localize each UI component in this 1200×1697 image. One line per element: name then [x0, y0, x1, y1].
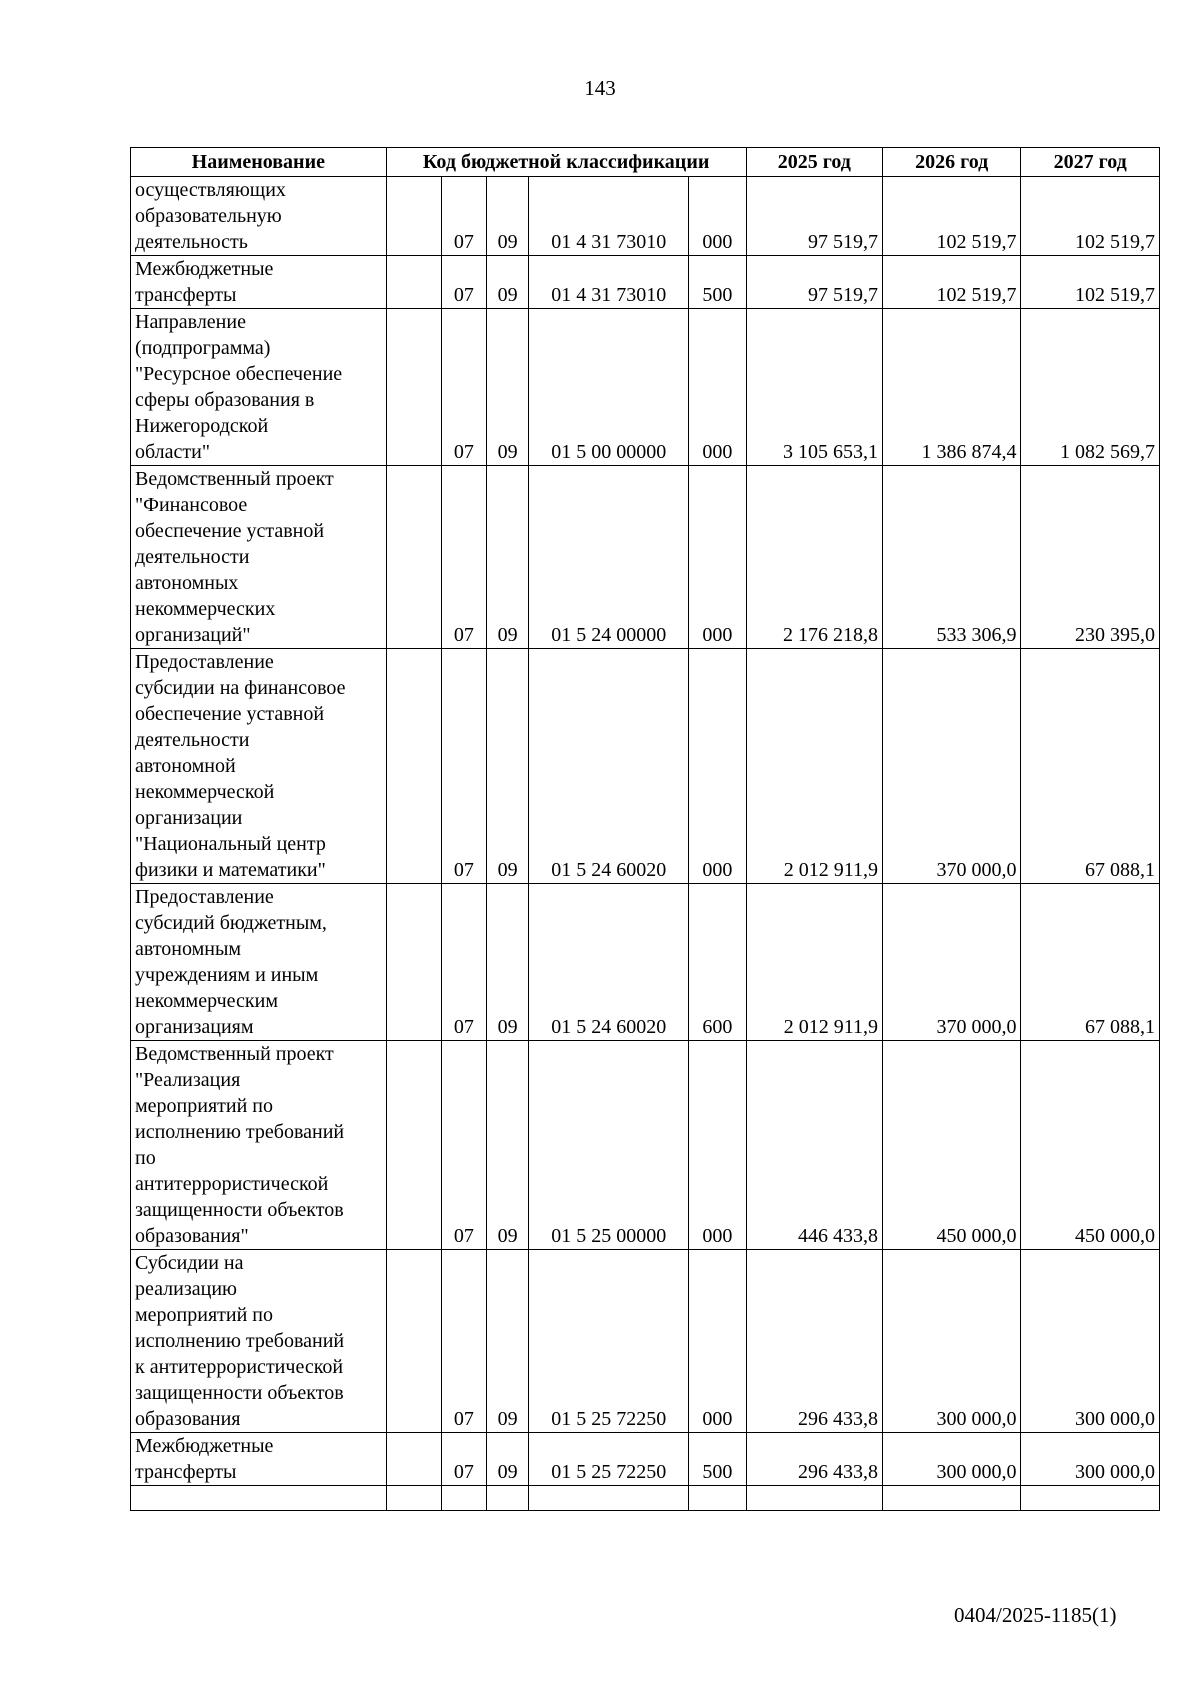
row-expense-type-code: 000 [689, 1041, 747, 1250]
row-name-line: по [135, 1147, 156, 1169]
row-name-line: реализацию [135, 1278, 237, 1300]
row-target-code: 01 5 24 00000 [529, 466, 689, 649]
header-2026: 2026 год [883, 148, 1021, 177]
table-row [131, 884, 1160, 1041]
row-expense-type-code: 500 [689, 256, 747, 309]
row-subsection-code: 09 [486, 466, 529, 649]
row-value-2025: 2 176 218,8 [746, 466, 882, 649]
header-name: Наименование [131, 148, 387, 177]
row-target-code: 01 5 24 60020 [529, 884, 689, 1041]
row-value-2027: 67 088,1 [1021, 884, 1160, 1041]
row-name-line: деятельность [135, 231, 248, 253]
row-admin-code [386, 466, 441, 649]
row-name [131, 466, 387, 649]
row-name [131, 309, 387, 466]
row-name-line: некоммерческой [135, 781, 275, 803]
empty-cell [746, 1486, 882, 1511]
header-2027: 2027 год [1021, 148, 1160, 177]
table-body [131, 177, 1160, 1511]
row-name-line: сферы образования в [135, 389, 315, 411]
row-value-2026: 1 386 874,4 [883, 309, 1021, 466]
row-value-2027: 450 000,0 [1021, 1041, 1160, 1250]
row-expense-type-code: 000 [689, 177, 747, 256]
table-row [131, 649, 1160, 884]
row-name-line: Ведомственный проект [135, 468, 334, 490]
row-subsection-code: 09 [486, 1433, 529, 1486]
row-section-code: 07 [442, 1433, 487, 1486]
row-name-line: Нижегородской [135, 415, 269, 437]
row-expense-type-code: 000 [689, 309, 747, 466]
row-name-line: обеспечение уставной [135, 520, 325, 542]
row-value-2027: 102 519,7 [1021, 256, 1160, 309]
row-value-2025: 97 519,7 [746, 177, 882, 256]
table-row-empty [131, 1486, 1160, 1511]
budget-table [130, 147, 1160, 1511]
table-row [131, 177, 1160, 256]
row-value-2027: 1 082 569,7 [1021, 309, 1160, 466]
row-value-2026: 300 000,0 [883, 1433, 1021, 1486]
row-name-line: мероприятий по [135, 1304, 273, 1326]
table-row [131, 256, 1160, 309]
row-target-code: 01 5 25 72250 [529, 1433, 689, 1486]
row-section-code: 07 [442, 256, 487, 309]
document-number: 0404/2025-1185(1) [954, 1603, 1117, 1627]
row-name-line: организации [135, 807, 243, 829]
row-name [131, 649, 387, 884]
row-name-line: организаций" [135, 624, 251, 646]
row-name-line: области" [135, 441, 211, 463]
row-expense-type-code: 000 [689, 1250, 747, 1433]
row-name-line: обеспечение уставной [135, 703, 325, 725]
row-name-line: (подпрограмма) [135, 337, 271, 359]
row-subsection-code: 09 [486, 177, 529, 256]
empty-cell [883, 1486, 1021, 1511]
row-name-line: автономным [135, 938, 242, 960]
row-name-line: исполнению требований [135, 1121, 345, 1143]
row-value-2025: 2 012 911,9 [746, 649, 882, 884]
row-name-line: Направление [135, 311, 246, 333]
row-admin-code [386, 1041, 441, 1250]
row-admin-code [386, 884, 441, 1041]
row-name-line: некоммерческих [135, 598, 276, 620]
row-name-line: к антитеррористической [135, 1356, 344, 1378]
row-name-line: некоммерческим [135, 990, 278, 1012]
row-expense-type-code: 500 [689, 1433, 747, 1486]
empty-cell [529, 1486, 689, 1511]
row-subsection-code: 09 [486, 1250, 529, 1433]
row-subsection-code: 09 [486, 256, 529, 309]
row-name-line: защищенности объектов [135, 1199, 344, 1221]
row-admin-code [386, 309, 441, 466]
empty-cell [131, 1486, 387, 1511]
row-admin-code [386, 649, 441, 884]
row-name-line: образования" [135, 1225, 249, 1247]
row-name-line: Ведомственный проект [135, 1043, 334, 1065]
row-value-2026: 450 000,0 [883, 1041, 1021, 1250]
table-row [131, 1250, 1160, 1433]
row-section-code: 07 [442, 884, 487, 1041]
row-section-code: 07 [442, 1041, 487, 1250]
empty-cell [689, 1486, 747, 1511]
row-name-line: трансферты [135, 1461, 237, 1483]
row-name-line: антитеррористической [135, 1173, 329, 1195]
row-section-code: 07 [442, 177, 487, 256]
row-name-line: деятельности [135, 546, 250, 568]
row-name [131, 884, 387, 1041]
row-admin-code [386, 1433, 441, 1486]
empty-cell [442, 1486, 487, 1511]
row-name [131, 1250, 387, 1433]
row-name-line: образовательную [135, 205, 282, 227]
row-name-line: защищенности объектов [135, 1382, 344, 1404]
row-admin-code [386, 1250, 441, 1433]
row-section-code: 07 [442, 649, 487, 884]
row-value-2026: 300 000,0 [883, 1250, 1021, 1433]
row-section-code: 07 [442, 309, 487, 466]
row-value-2027: 230 395,0 [1021, 466, 1160, 649]
table-row [131, 1433, 1160, 1486]
row-target-code: 01 5 25 00000 [529, 1041, 689, 1250]
row-name-line: "Национальный центр [135, 833, 326, 855]
row-subsection-code: 09 [486, 884, 529, 1041]
row-name-line: Предоставление [135, 886, 274, 908]
row-expense-type-code: 600 [689, 884, 747, 1041]
row-value-2026: 102 519,7 [883, 256, 1021, 309]
row-name-line: Субсидии на [135, 1252, 244, 1274]
table-row [131, 466, 1160, 649]
row-name-line: мероприятий по [135, 1095, 273, 1117]
row-value-2025: 2 012 911,9 [746, 884, 882, 1041]
row-section-code: 07 [442, 1250, 487, 1433]
table-row [131, 309, 1160, 466]
row-value-2025: 296 433,8 [746, 1433, 882, 1486]
row-admin-code [386, 177, 441, 256]
row-value-2027: 102 519,7 [1021, 177, 1160, 256]
row-name-line: "Ресурсное обеспечение [135, 363, 343, 385]
row-subsection-code: 09 [486, 649, 529, 884]
row-name [131, 177, 387, 256]
row-expense-type-code: 000 [689, 649, 747, 884]
row-target-code: 01 5 00 00000 [529, 309, 689, 466]
row-name-line: Межбюджетные [135, 1435, 274, 1457]
row-target-code: 01 4 31 73010 [529, 256, 689, 309]
row-target-code: 01 5 24 60020 [529, 649, 689, 884]
row-value-2025: 446 433,8 [746, 1041, 882, 1250]
row-name-line: деятельности [135, 729, 250, 751]
row-name-line: субсидии на финансовое [135, 677, 346, 699]
header-code: Код бюджетной классификации [386, 148, 746, 177]
row-name-line: исполнению требований [135, 1330, 345, 1352]
row-value-2027: 67 088,1 [1021, 649, 1160, 884]
row-expense-type-code: 000 [689, 466, 747, 649]
empty-cell [386, 1486, 441, 1511]
row-subsection-code: 09 [486, 1041, 529, 1250]
row-name-line: "Реализация [135, 1069, 241, 1091]
row-name-line: субсидий бюджетным, [135, 912, 327, 934]
row-name-line: образования [135, 1408, 241, 1430]
table-header-row [131, 148, 1160, 177]
header-2025: 2025 год [746, 148, 882, 177]
row-name-line: трансферты [135, 284, 237, 306]
row-section-code: 07 [442, 466, 487, 649]
row-target-code: 01 4 31 73010 [529, 177, 689, 256]
row-name-line: физики и математики" [135, 859, 326, 881]
table-row [131, 1041, 1160, 1250]
row-name-line: организациям [135, 1016, 254, 1038]
row-name-line: Предоставление [135, 651, 274, 673]
row-subsection-code: 09 [486, 309, 529, 466]
row-value-2025: 296 433,8 [746, 1250, 882, 1433]
row-value-2026: 533 306,9 [883, 466, 1021, 649]
row-admin-code [386, 256, 441, 309]
row-name [131, 1433, 387, 1486]
row-value-2026: 370 000,0 [883, 649, 1021, 884]
row-name-line: учреждениям и иным [135, 964, 319, 986]
row-name-line: Межбюджетные [135, 258, 274, 280]
row-name-line: автономных [135, 572, 239, 594]
empty-cell [486, 1486, 529, 1511]
row-name [131, 1041, 387, 1250]
row-value-2025: 3 105 653,1 [746, 309, 882, 466]
row-value-2026: 102 519,7 [883, 177, 1021, 256]
row-target-code: 01 5 25 72250 [529, 1250, 689, 1433]
row-value-2027: 300 000,0 [1021, 1433, 1160, 1486]
row-value-2027: 300 000,0 [1021, 1250, 1160, 1433]
row-value-2026: 370 000,0 [883, 884, 1021, 1041]
row-name-line: осуществляющих [135, 179, 286, 201]
row-name-line: автономной [135, 755, 236, 777]
row-value-2025: 97 519,7 [746, 256, 882, 309]
row-name-line: "Финансовое [135, 494, 248, 516]
empty-cell [1021, 1486, 1160, 1511]
row-name [131, 256, 387, 309]
page-number: 143 [584, 76, 616, 100]
